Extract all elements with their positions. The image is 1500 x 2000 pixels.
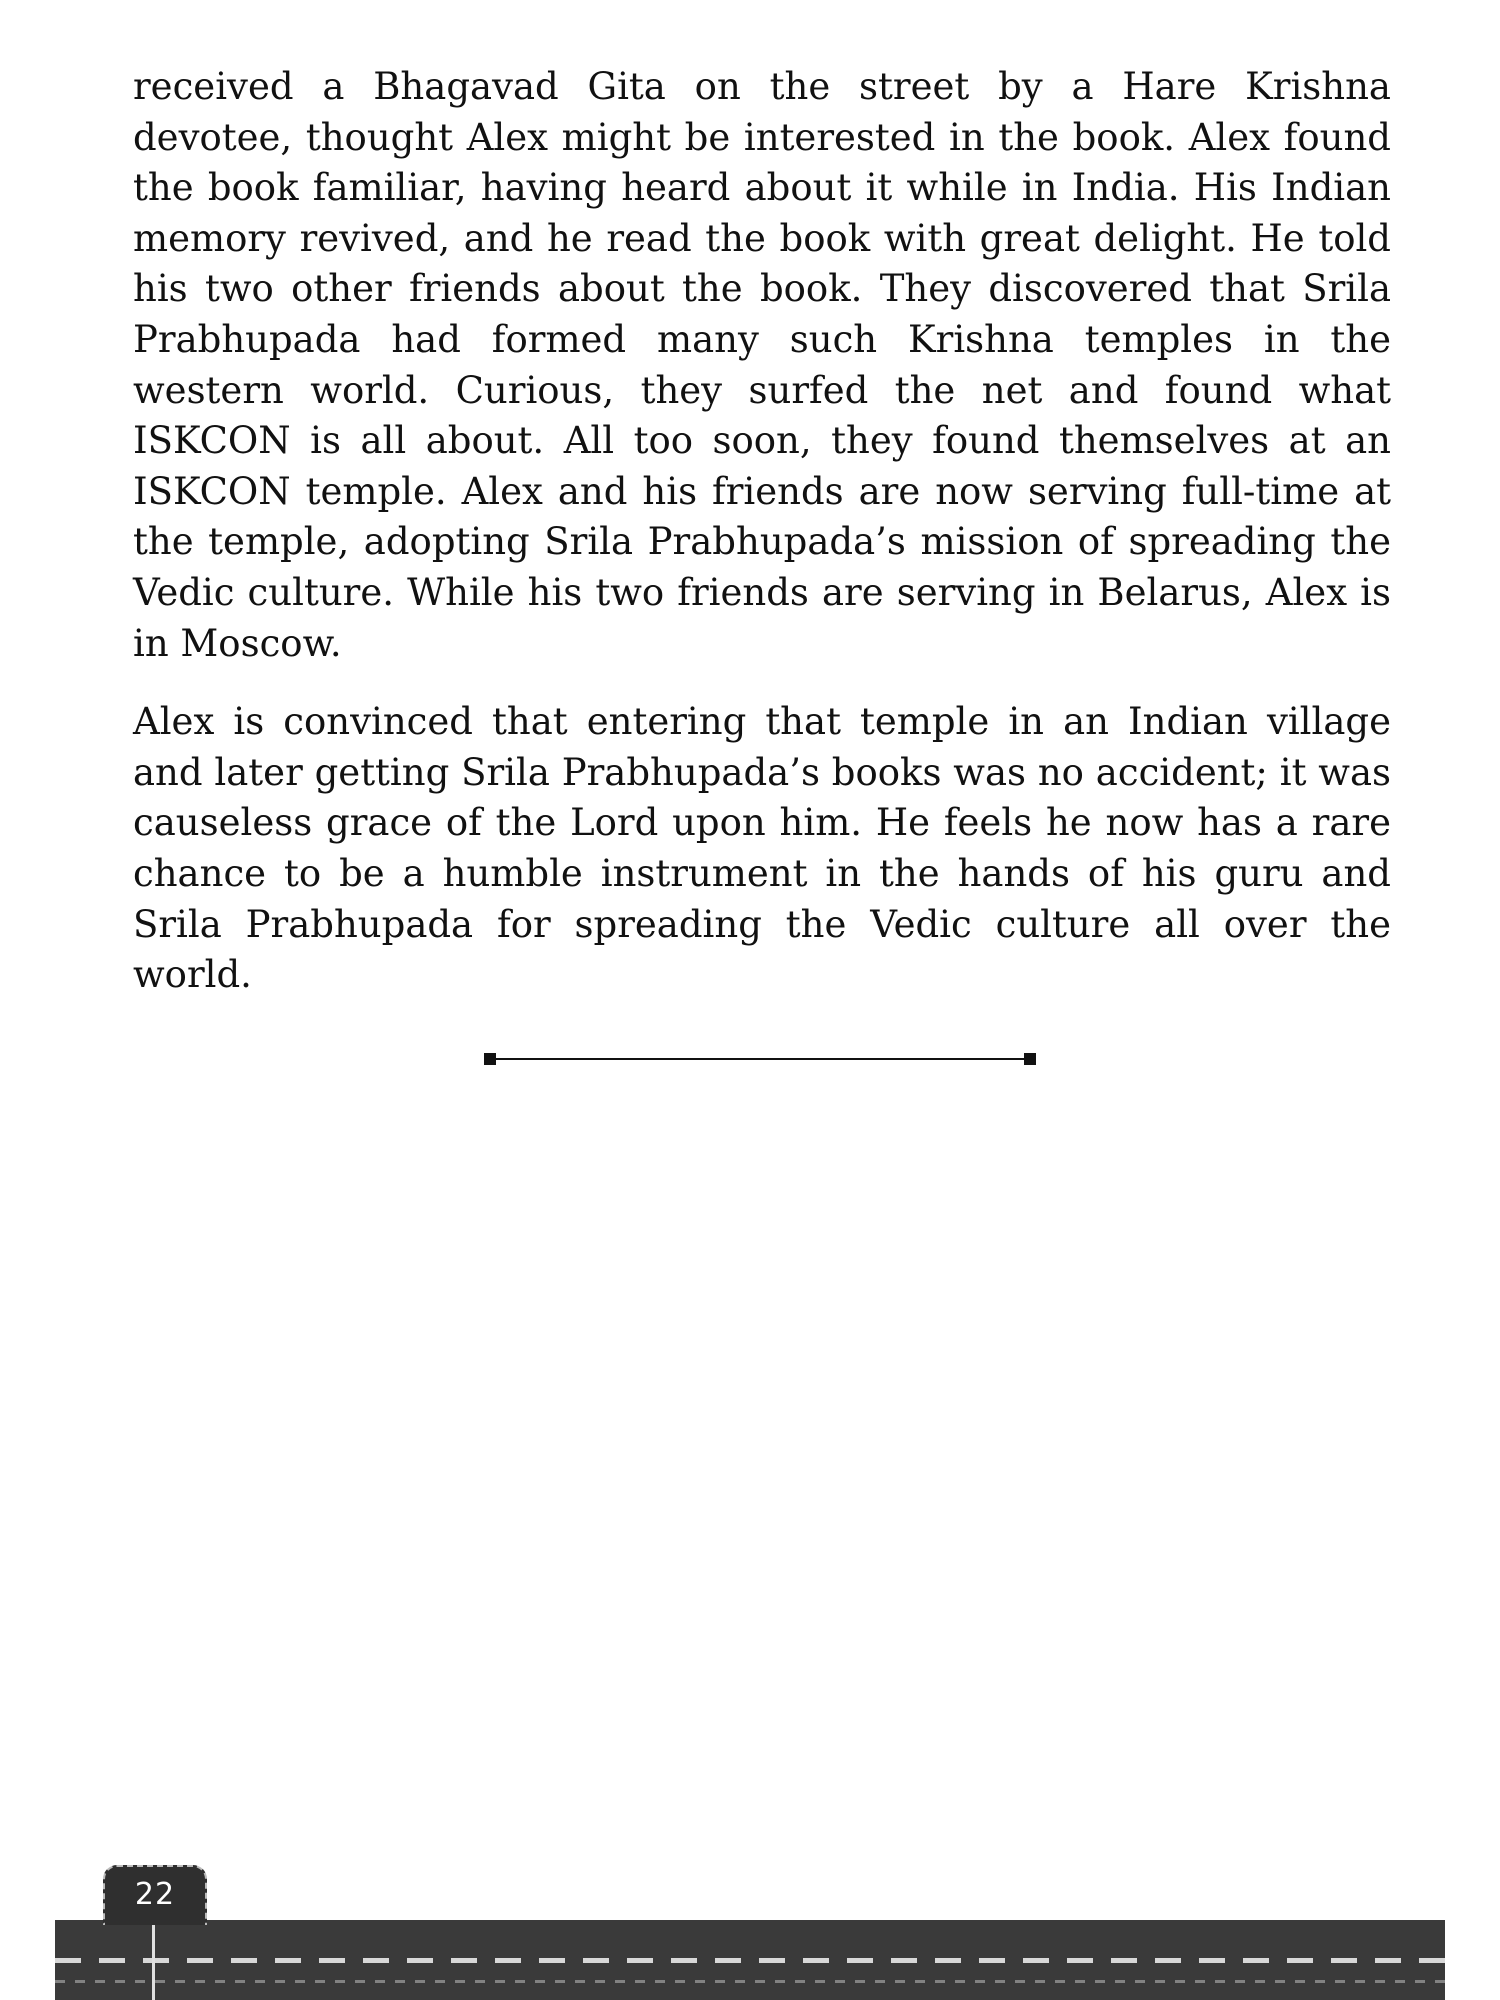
section-divider bbox=[484, 1052, 1036, 1066]
footer-dash-row bbox=[55, 1958, 1445, 1963]
footer-band bbox=[55, 1920, 1445, 2000]
divider-cap-left bbox=[484, 1053, 496, 1065]
paragraph-2: Alex is convinced that entering that temple in an Indian village and later getting Srila Prabhupada’s books was no accident; it was causeless grace of the Lord upon him. He feels he now has a rare chance to be a humble instrument in the hands of his guru and Srila Prabhupada for spreading the Vedic culture all over the world. bbox=[133, 700, 1391, 997]
footer-stitch-row bbox=[55, 1980, 1445, 1983]
divider-rule bbox=[490, 1058, 1030, 1060]
divider-cap-right bbox=[1024, 1053, 1036, 1065]
page-body bbox=[133, 62, 1391, 1001]
page-tab-stem bbox=[152, 1925, 155, 2000]
page-number-tab bbox=[103, 1865, 207, 1925]
page-number: 22 bbox=[134, 1877, 176, 1912]
paragraph-1: received a Bhagavad Gita on the street by a Hare Krishna devotee, thought Alex might be interested in the book. Alex found the book familiar, having heard about it while in India. His Indian memory revived, and he read the book with great delight. He told his two other friends about the book. They discovered that Srila Prabhupada had formed many such Krishna temples in the western world. Curious, they surfed the net and found what ISKCON is all about. All too soon, they found themselves at an ISKCON temple. Alex and his friends are now serving full-time at the temple, adopting Srila Prabhupada’s mission of spreading the Vedic culture. While his two friends are serving in Belarus, Alex is in Moscow. bbox=[133, 65, 1391, 665]
